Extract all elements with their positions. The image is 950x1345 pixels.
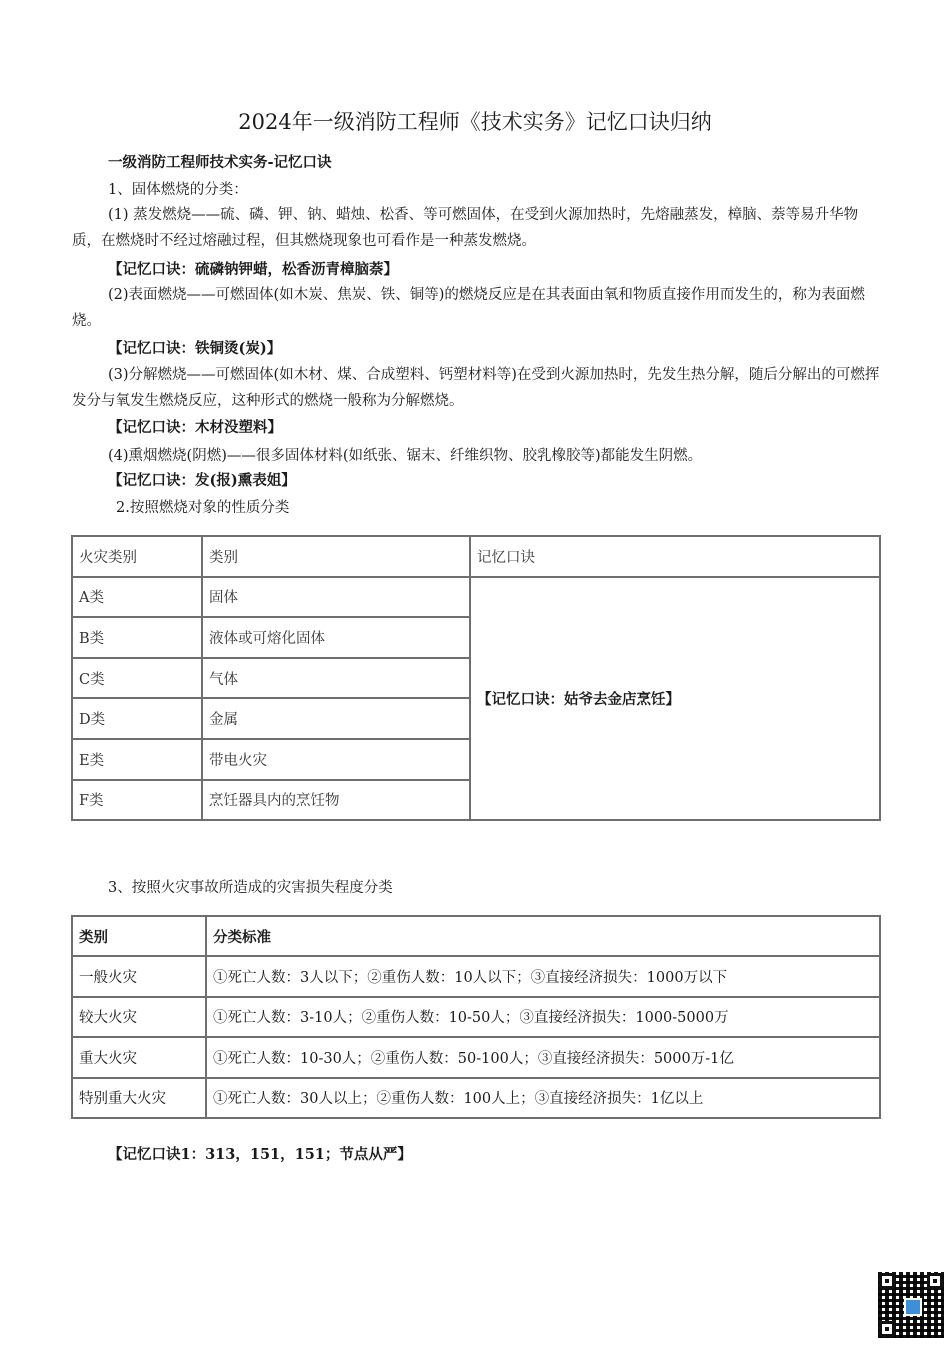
fire-class-cell: A类 — [72, 577, 202, 618]
table-row — [72, 577, 880, 618]
table-row — [72, 997, 880, 1037]
header-fire-class: 火灾类别 — [72, 536, 202, 577]
category-cell: 特别重大火灾 — [72, 1078, 206, 1118]
item3-text: (3)分解燃烧——可燃固体(如木材、煤、合成塑料、钙塑材料等)在受到火源加热时，先发生热分解，随后分解出的可燃挥发分与氧发生燃烧反应，这种形式的燃烧一般称为分解燃烧。 — [72, 367, 880, 409]
item4-text: (4)熏烟燃烧(阴燃)——很多固体材料(如纸张、锯末、纤维织物、胶乳橡胶等)都能发生阴燃。 — [108, 448, 703, 464]
fire-class-cell: C类 — [72, 658, 202, 699]
table-row — [72, 1037, 880, 1077]
header-standard: 分类标准 — [206, 916, 880, 956]
section1-heading: 1、固体燃烧的分类： — [108, 182, 248, 198]
category-cell: 重大火灾 — [72, 1037, 206, 1077]
standard-cell: ①死亡人数：10-30人；②重伤人数：50-100人；③直接经济损失：5000万-1亿 — [206, 1037, 880, 1077]
loss-table — [71, 915, 881, 1119]
standard-cell: ①死亡人数：3人以下；②重伤人数：10人以下；③直接经济损失：1000万以下 — [206, 956, 880, 996]
section2-heading: 2.按照燃烧对象的性质分类 — [116, 500, 290, 516]
category-cell: 较大火灾 — [72, 997, 206, 1037]
fire-class-cell: E类 — [72, 739, 202, 780]
subtitle: 一级消防工程师技术实务-记忆口诀 — [108, 154, 332, 171]
fire-type-cell: 液体或可熔化固体 — [202, 617, 470, 658]
fire-class-table — [71, 535, 881, 821]
item2-mnemonic: 【记忆口诀：铁铜烫(炭)】 — [108, 340, 282, 357]
standard-cell: ①死亡人数：3-10人；②重伤人数：10-50人；③直接经济损失：1000-5000万 — [206, 997, 880, 1037]
fire-class-cell: D类 — [72, 698, 202, 739]
fire-type-cell: 气体 — [202, 658, 470, 699]
qr-finder-icon — [879, 1321, 895, 1337]
table-row — [72, 1078, 880, 1118]
fire-type-cell: 金属 — [202, 698, 470, 739]
fire-type-cell: 固体 — [202, 577, 470, 618]
fire-type-cell: 烹饪器具内的烹饪物 — [202, 780, 470, 821]
qr-finder-icon — [927, 1273, 943, 1289]
fire-class-cell: B类 — [72, 617, 202, 658]
section3-mnemonic: 【记忆口诀1：313，151，151；节点从严】 — [108, 1146, 412, 1163]
qr-code-icon — [878, 1272, 944, 1338]
table-header-row — [72, 536, 880, 577]
document-title: 2024年一级消防工程师《技术实务》记忆口诀归纳 — [238, 110, 712, 134]
section3-heading: 3、按照火灾事故所造成的灾害损失程度分类 — [108, 880, 393, 896]
qr-logo-icon — [904, 1298, 922, 1316]
header-type: 类别 — [202, 536, 470, 577]
item1-text: (1) 蒸发燃烧——硫、磷、钾、钠、蜡烛、松香、等可燃固体，在受到火源加热时，先熔融蒸发，樟脑、萘等易升华物质，在燃烧时不经过熔融过程，但其燃烧现象也可看作是一种蒸发燃烧。 — [72, 207, 859, 249]
table-header-row — [72, 916, 880, 956]
fire-class-cell: F类 — [72, 780, 202, 821]
header-mnemonic: 记忆口诀 — [470, 536, 880, 577]
header-category: 类别 — [72, 916, 206, 956]
fire-type-cell: 带电火灾 — [202, 739, 470, 780]
item1-mnemonic: 【记忆口诀：硫磷钠钾蜡，松香沥青樟脑萘】 — [108, 261, 398, 278]
item2-text: (2)表面燃烧——可燃固体(如木炭、焦炭、铁、铜等)的燃烧反应是在其表面由氧和物质直接作用而发生的，称为表面燃烧。 — [72, 287, 865, 329]
category-cell: 一般火灾 — [72, 956, 206, 996]
item3-mnemonic: 【记忆口诀：木材没塑料】 — [108, 419, 282, 436]
standard-cell: ①死亡人数：30人以上；②重伤人数：100人上；③直接经济损失：1亿以上 — [206, 1078, 880, 1118]
mnemonic-cell: 【记忆口诀：姑爷去金店烹饪】 — [470, 577, 880, 821]
table-row — [72, 956, 880, 996]
item4-mnemonic: 【记忆口诀：发(报)熏表姐】 — [108, 472, 296, 489]
qr-finder-icon — [879, 1273, 895, 1289]
